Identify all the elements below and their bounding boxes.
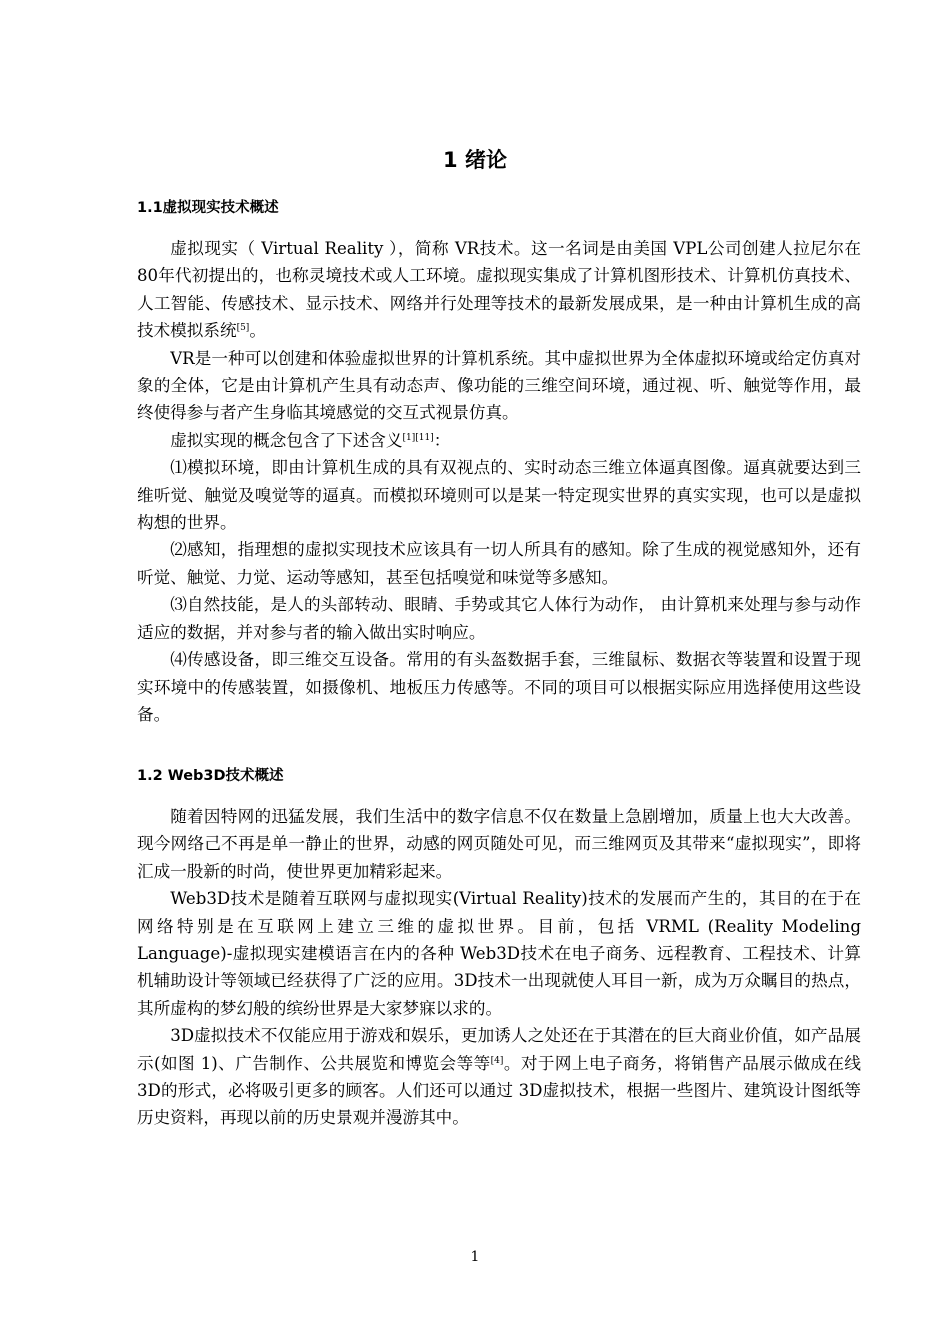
paragraph bbox=[137, 803, 861, 885]
paragraph-text: ⑶自然技能，是人的头部转动、眼睛、手势或其它人体行为动作， 由计算机来处理与参与动作适应的数据，并对参与者的输入做出实时响应。 bbox=[137, 595, 861, 642]
paragraph-text: ⑷传感设备，即三维交互设备。常用的有头盔数据手套，三维鼠标、数据衣等装置和设置于现实环境中的传感装置，如摄像机、地板压力传感等。不同的项目可以根据实际应用选择使用这些设备。 bbox=[137, 650, 861, 724]
section-body bbox=[137, 235, 861, 728]
section-heading: 1.1虚拟现实技术概述 bbox=[137, 200, 279, 216]
paragraph-tail: 。对于网上电子商务，将销售产品展示做成在线 3D的形式，必将吸引更多的顾客。人们还可以通过 3D虚拟技术，根据一些图片、建筑设计图纸等历史资料，再现以前的历史景观并漫游其中。 bbox=[137, 1053, 861, 1128]
chapter-title: 1 绪论 bbox=[443, 148, 507, 172]
paragraph-text: 虚拟现实（ Virtual Reality ），简称 VR技术。这一名词是由美国 VPL公司创建人拉尼尔在 80年代初提出的，也称灵境技术或人工环境。虚拟现实集成了计算机图形技术、计算机仿真技术、人工智能、传感技术、显示技术、网络并行处理等技术的最新发展成果，是一种由计算机生成的高技术模拟系统 bbox=[137, 239, 861, 341]
paragraph bbox=[137, 1022, 861, 1132]
paragraph bbox=[137, 591, 861, 646]
paragraph-tail: 。 bbox=[249, 321, 266, 341]
paragraph bbox=[137, 454, 861, 536]
citation: [4] bbox=[490, 1055, 504, 1066]
paragraph bbox=[137, 427, 861, 454]
paragraph bbox=[137, 536, 861, 591]
paragraph-text: ⑵感知，指理想的虚拟实现技术应该具有一切人所具有的感知。除了生成的视觉感知外，还有听觉、触觉、力觉、运动等感知，甚至包括嗅觉和味觉等多感知。 bbox=[137, 540, 861, 587]
paragraph bbox=[137, 345, 861, 427]
paragraph-text: Web3D技术是随着互联网与虚拟现实(Virtual Reality)技术的发展而产生的，其目的在于在网络特别是在互联网上建立三维的虚拟世界。目前，包括 VRML (Reality Modeling Language)-虚拟现实建模语言在内的各种 Web3D技术在电子商务、远程教育、工程技术、计算机辅助设计等领域已经获得了广泛的应用。3D技术一出现就使人耳目一新，成为万众瞩目的热点，其所虚构的梦幻般的缤纷世界是大家梦寐以求的。 bbox=[137, 889, 861, 1018]
paragraph-tail: ： bbox=[433, 430, 451, 450]
paragraph bbox=[137, 885, 861, 1022]
citation: [5] bbox=[236, 323, 250, 334]
paragraph-text: 随着因特网的迅猛发展，我们生活中的数字信息不仅在数量上急剧增加，质量上也大大改善。现今网络己不再是单一静止的世界，动感的网页随处可见，而三维网页及其带来“虚拟现实”，即将汇成一股新的时尚，使世界更加精彩起来。 bbox=[137, 807, 861, 881]
paragraph-text: 虚拟实现的概念包含了下述含义 bbox=[170, 430, 403, 450]
paragraph-text: VR是一种可以创建和体验虚拟世界的计算机系统。其中虚拟世界为全体虚拟环境或给定仿真对象的全体，它是由计算机产生具有动态声、像功能的三维空间环境，通过视、听、触觉等作用，最终使得参与者产生身临其境感觉的交互式视景仿真。 bbox=[137, 348, 861, 423]
paragraph bbox=[137, 646, 861, 728]
paragraph-text: ⑴模拟环境，即由计算机生成的具有双视点的、实时动态三维立体逼真图像。逼真就要达到三维听觉、触觉及嗅觉等的逼真。而模拟环境则可以是某一特定现实世界的真实实现，也可以是虚拟构想的世界。 bbox=[137, 458, 861, 533]
page-number: 1 bbox=[470, 1249, 480, 1265]
section-body bbox=[137, 803, 861, 1132]
section-heading: 1.2 Web3D技术概述 bbox=[137, 768, 284, 784]
paragraph bbox=[137, 235, 861, 345]
citation: [1][11] bbox=[402, 432, 434, 443]
paragraph-text: 3D虚拟技术不仅能应用于游戏和娱乐，更加诱人之处还在于其潜在的巨大商业价值，如产品展示(如图 1)、广告制作、公共展览和博览会等等 bbox=[137, 1026, 861, 1073]
